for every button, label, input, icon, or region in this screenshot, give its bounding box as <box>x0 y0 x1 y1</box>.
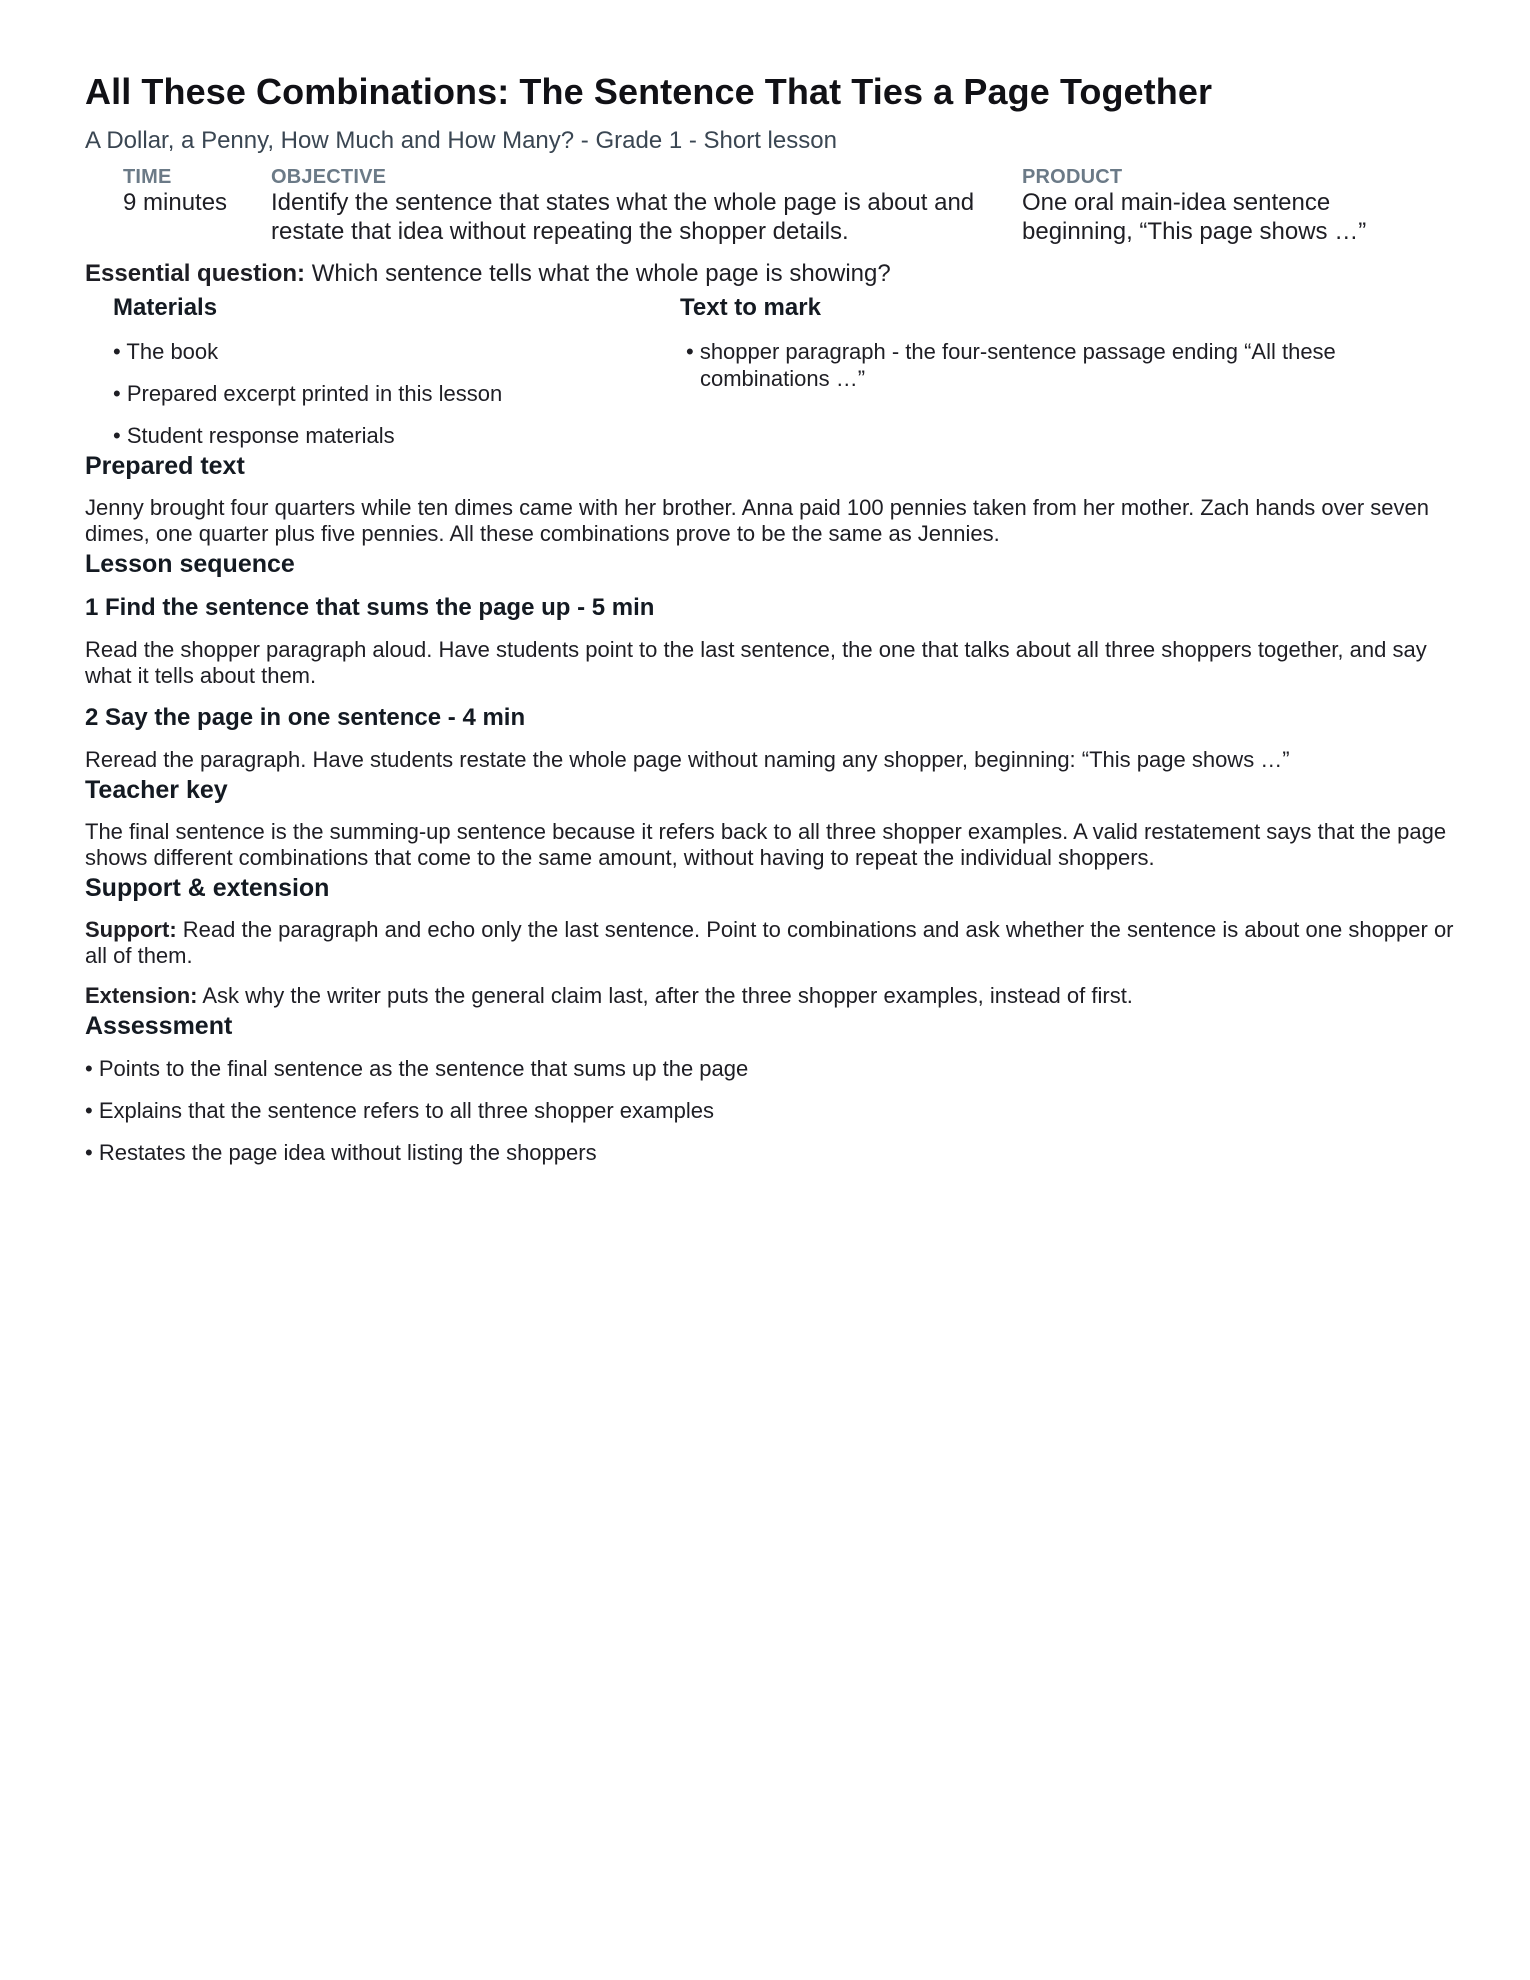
page-title: All These Combinations: The Sentence That Ties a Page Together <box>85 71 1213 112</box>
support-text: Read the paragraph and echo only the last sentence. Point to combinations and ask whether the sentence is about one shopper or all of them. <box>85 917 1454 968</box>
assessment-list <box>85 1055 1455 1166</box>
prepared-text-body: Jenny brought four quarters while ten dimes came with her brother. Anna paid 100 pennies taken from her mother. Zach hands over seven dimes, one quarter plus five pennies. All these combinations prove to be the same as Jennies. <box>85 495 1429 546</box>
prepared-text-heading: Prepared text <box>85 452 245 480</box>
step-1-body: Read the shopper paragraph aloud. Have students point to the last sentence, the one that talks about all three shoppers together, and say what it tells about them. <box>85 637 1427 688</box>
extension-label: Extension: <box>85 983 198 1008</box>
teacher-key-heading: Teacher key <box>85 776 228 804</box>
lesson-meta <box>123 166 1455 246</box>
step-2-title: 2 Say the page in one sentence - 4 min <box>85 704 526 731</box>
step-1-title: 1 Find the sentence that sums the page up - 5 min <box>85 594 655 621</box>
meta-time-label: TIME <box>123 166 172 188</box>
meta-product <box>1022 166 1402 246</box>
page-subtitle: A Dollar, a Penny, How Much and How Many? - Grade 1 - Short lesson <box>85 127 837 154</box>
materials-and-text <box>113 293 1455 449</box>
essential-question-text: Which sentence tells what the whole page is showing? <box>305 260 891 287</box>
meta-objective <box>271 166 1022 246</box>
meta-product-label: PRODUCT <box>1022 166 1123 188</box>
meta-time <box>123 166 271 246</box>
materials-list <box>113 338 680 449</box>
support-paragraph <box>85 917 1455 969</box>
lesson-sequence-heading: Lesson sequence <box>85 550 295 578</box>
list-item: • Points to the final sentence as the sentence that sums up the page <box>85 1056 749 1081</box>
lesson-page <box>85 68 1455 1166</box>
meta-objective-label: OBJECTIVE <box>271 166 387 188</box>
text-to-mark-list <box>680 338 1440 392</box>
text-to-mark-heading: Text to mark <box>680 294 821 321</box>
meta-objective-value: Identify the sentence that states what the whole page is about and restate that idea without repeating the shopper details. <box>271 189 975 245</box>
list-item: • Restates the page idea without listing the shoppers <box>85 1140 597 1165</box>
essential-question-label: Essential question: <box>85 260 306 287</box>
support-label: Support: <box>85 917 177 942</box>
extension-text: Ask why the writer puts the general claim last, after the three shopper examples, instead of first. <box>197 983 1133 1008</box>
meta-product-value: One oral main-idea sentence beginning, “This page shows …” <box>1022 189 1367 245</box>
extension-paragraph <box>85 983 1455 1009</box>
list-item: • Student response materials <box>113 423 395 448</box>
support-extension-heading: Support & extension <box>85 874 330 902</box>
teacher-key-body: The final sentence is the summing-up sentence because it refers back to all three shopper examples. A valid restatement says that the page shows different combinations that come to the same amount, without having to repeat the individual shoppers. <box>85 819 1447 870</box>
assessment-heading: Assessment <box>85 1012 233 1040</box>
meta-time-value: 9 minutes <box>123 189 228 216</box>
text-to-mark-section <box>680 293 1440 449</box>
list-item: • The book <box>113 339 219 364</box>
essential-question <box>85 259 1455 289</box>
list-item: • Explains that the sentence refers to all three shopper examples <box>85 1098 714 1123</box>
materials-heading: Materials <box>113 294 218 321</box>
materials-section <box>113 293 680 449</box>
list-item: • Prepared excerpt printed in this lesson <box>113 381 503 406</box>
list-item: • shopper paragraph - the four-sentence passage ending “All these combinations …” <box>686 339 1336 391</box>
step-2-body: Reread the paragraph. Have students restate the whole page without naming any shopper, beginning: “This page shows …” <box>85 747 1290 772</box>
